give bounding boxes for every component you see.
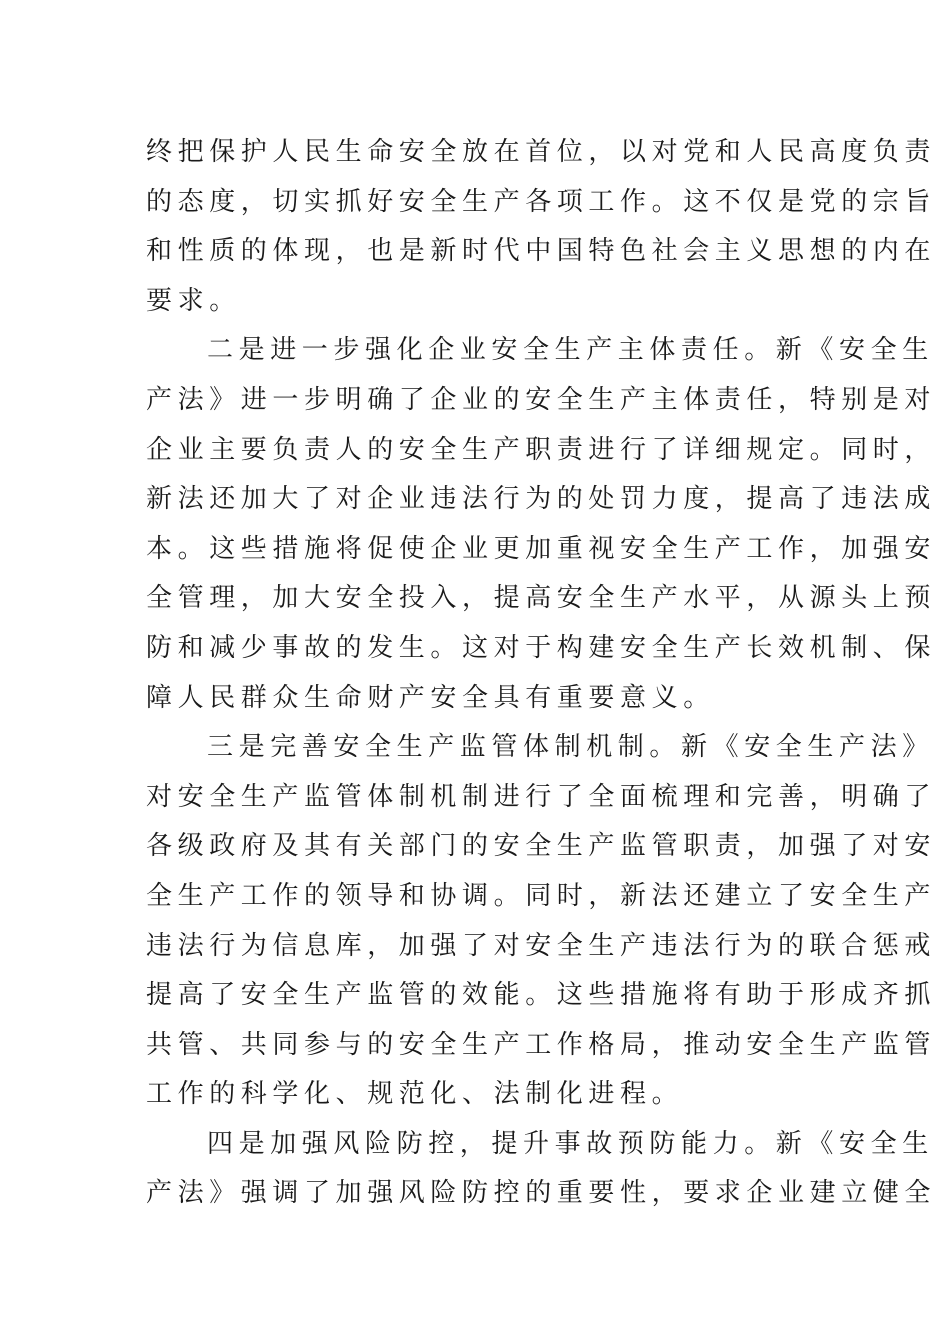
text-line: 产法》强调了加强风险防控的重要性，要求企业建立健全 (146, 1178, 937, 1209)
text-line: 障人民群众生命财产安全具有重要意义。 (146, 682, 715, 713)
text-line: 提高了安全生产监管的效能。这些措施将有助于形成齐抓 (146, 980, 937, 1011)
text-line: 企业主要负责人的安全生产职责进行了详细规定。同时， (146, 434, 937, 465)
paragraph-first-line: 三是完善安全生产监管体制机制。新《安全生产法》 (207, 732, 934, 763)
text-line: 全生产工作的领导和协调。同时，新法还建立了安全生产 (146, 880, 937, 911)
text-line: 要求。 (146, 285, 241, 316)
text-line: 工作的科学化、规范化、法制化进程。 (146, 1079, 684, 1110)
paragraph-first-line: 四是加强风险防控，提升事故预防能力。新《安全生 (207, 1128, 934, 1159)
text-line: 防和减少事故的发生。这对于构建安全生产长效机制、保 (146, 632, 937, 663)
text-line: 产法》进一步明确了企业的安全生产主体责任，特别是对 (146, 384, 937, 415)
text-line: 共管、共同参与的安全生产工作格局，推动安全生产监管 (146, 1029, 937, 1060)
text-line: 违法行为信息库，加强了对安全生产违法行为的联合惩戒 (146, 930, 937, 961)
text-line: 新法还加大了对企业违法行为的处罚力度，提高了违法成 (146, 484, 937, 515)
text-line: 各级政府及其有关部门的安全生产监管职责，加强了对安 (146, 831, 937, 862)
text-line: 对安全生产监管体制机制进行了全面梳理和完善，明确了 (146, 781, 937, 812)
text-line: 终把保护人民生命安全放在首位，以对党和人民高度负责 (146, 137, 937, 167)
document-body (146, 128, 937, 1219)
text-line: 的态度，切实抓好安全生产各项工作。这不仅是党的宗旨 (146, 186, 937, 217)
text-line: 和性质的体现，也是新时代中国特色社会主义思想的内在 (146, 236, 937, 267)
paragraph-first-line: 二是进一步强化企业安全生产主体责任。新《安全生 (207, 335, 934, 366)
text-line: 全管理，加大安全投入，提高安全生产水平，从源头上预 (146, 583, 937, 614)
text-line: 本。这些措施将促使企业更加重视安全生产工作，加强安 (146, 533, 937, 564)
